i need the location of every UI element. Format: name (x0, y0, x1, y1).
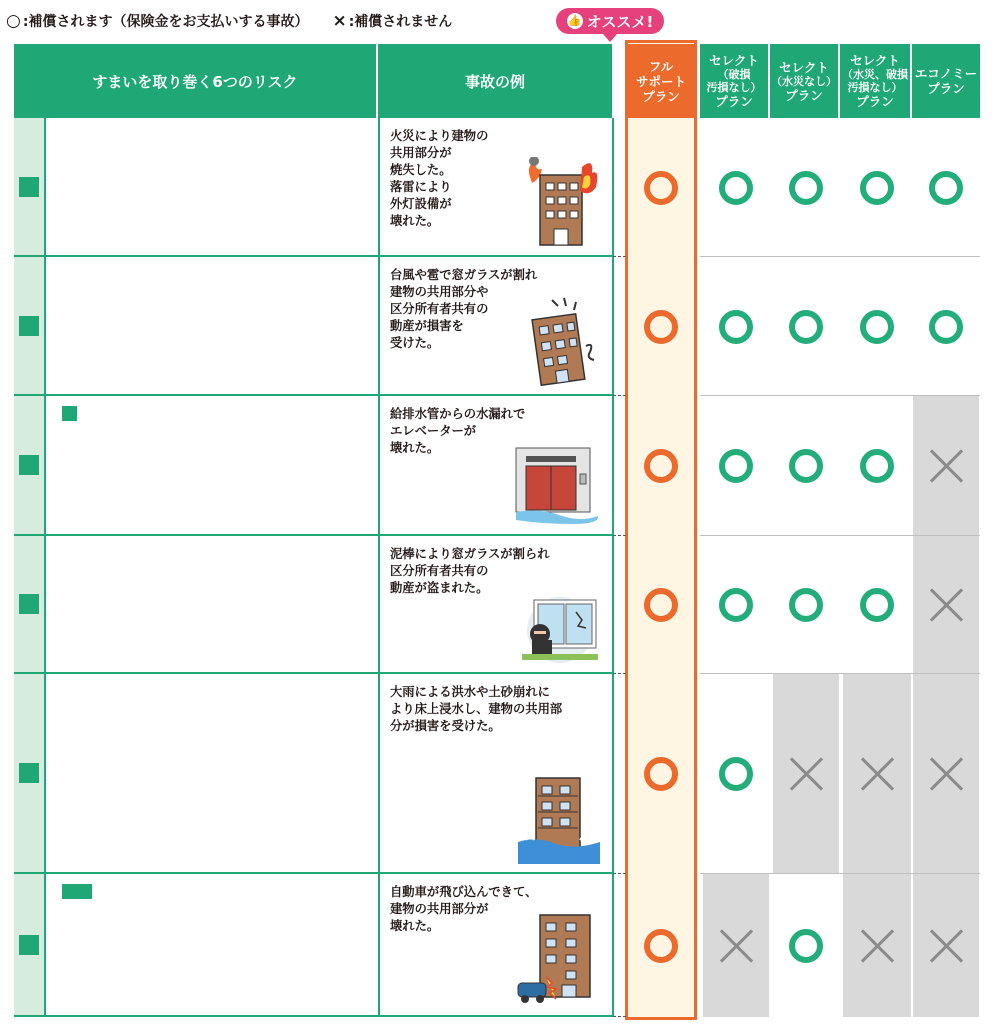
coverage-cell (843, 396, 912, 536)
coverage-cell (843, 257, 912, 396)
not-covered-cross-icon (788, 756, 824, 792)
covered-circle-icon (719, 310, 753, 344)
covered-circle-icon (644, 449, 678, 483)
risk-description (62, 406, 368, 428)
example-cell (378, 257, 614, 394)
covered-circle-icon (719, 588, 753, 622)
example-line: 壊れた。 (390, 214, 440, 228)
ok-legend-text: :補償されます（保険金をお支払いする事故） (22, 14, 309, 30)
example-line: 区分所有者共有の (390, 564, 489, 578)
not-covered-cross-icon (928, 587, 964, 623)
risk-cell (44, 118, 378, 255)
covered-circle-icon (860, 310, 894, 344)
covered-circle-icon (929, 171, 963, 205)
example-line: 大雨による洪水や土砂崩れに (390, 685, 550, 699)
risk-number-cell (14, 874, 44, 1015)
example-line: 台風や雹で窓ガラスが割れ (390, 268, 538, 282)
inline-number-badge (62, 884, 77, 899)
plan-header-line: プラン (927, 81, 965, 96)
inline-number-badge (62, 406, 77, 421)
coverage-cell (773, 536, 840, 674)
example-line: 壊れた。 (390, 441, 440, 455)
coverage-cell (843, 118, 912, 257)
coverage-cell (703, 536, 770, 674)
example-line: 動産が盗まれた。 (390, 581, 489, 595)
example-line: 給排水管からの水漏れで (390, 407, 526, 421)
plan-header-select-no-flood (770, 44, 840, 118)
example-line: 建物の共用部分が (390, 902, 489, 916)
not-covered-cross-icon (928, 928, 964, 964)
covered-circle-icon (644, 588, 678, 622)
thumbs-up-icon: 👍 (567, 14, 582, 27)
coverage-cell (628, 536, 694, 674)
plan-header-line: プラン (856, 94, 894, 109)
risk-cell (44, 874, 378, 1015)
ng-legend-text: :補償されません (348, 14, 453, 30)
example-line: 外灯設備が (390, 197, 452, 211)
coverage-cell (703, 118, 770, 257)
recommended-badge-text: オススメ! (586, 12, 654, 31)
coverage-cell (703, 257, 770, 396)
example-cell (378, 674, 614, 872)
coverage-cell (913, 536, 980, 674)
plan-header-full-support (628, 44, 694, 118)
plan-header-select-no-breakage (700, 44, 770, 118)
coverage-cell (913, 118, 980, 257)
covered-circle-icon (929, 310, 963, 344)
coverage-cell (628, 674, 694, 874)
coverage-cell (913, 257, 980, 396)
covered-circle-icon (860, 588, 894, 622)
row-divider-dashed (613, 535, 626, 536)
plan-header-line: サポート (635, 73, 686, 89)
coverage-cell (843, 674, 912, 874)
example-line: 建物の共用部分や (390, 285, 489, 299)
example-line: 分が損害を受けた。 (390, 719, 501, 733)
plan-header-line: （水災、破損 (842, 68, 908, 81)
row-divider-dashed (613, 256, 626, 257)
plan-header-line: セレクト (709, 53, 759, 68)
plan-header-economy (912, 44, 980, 118)
coverage-cell (843, 536, 912, 674)
row-divider-dashed (613, 395, 626, 396)
row-divider-dashed (613, 873, 626, 874)
covered-circle-icon (789, 310, 823, 344)
risk-number (19, 935, 39, 955)
example-column-header: 事故の例 (378, 44, 614, 118)
example-line: エレベーターが (390, 424, 477, 438)
example-cell (378, 874, 614, 1015)
risk-description (62, 884, 368, 906)
row-divider-dashed (613, 673, 626, 674)
covered-circle-icon (719, 757, 753, 791)
coverage-cell (843, 874, 912, 1017)
example-line: 泥棒により窓ガラスが割られ (390, 547, 550, 561)
example-cell (378, 396, 614, 534)
plan-header-line: 汚損なし） (706, 81, 762, 94)
not-covered-cross-icon (718, 928, 754, 964)
covered-circle-icon (644, 757, 678, 791)
covered-circle-icon (860, 449, 894, 483)
coverage-cell (773, 118, 840, 257)
example-line: 焼失した。 (390, 163, 452, 177)
coverage-cell (913, 874, 980, 1017)
example-line: 動産が損害を (390, 319, 464, 333)
plan-header-line: セレクト (779, 59, 829, 75)
plan-header-line: （破損 (717, 68, 751, 81)
covered-circle-icon (644, 929, 678, 963)
row-divider-dashed (613, 1016, 626, 1017)
coverage-cell (913, 674, 980, 874)
covered-circle-icon (644, 310, 678, 344)
coverage-cell (773, 257, 840, 396)
risk-cell (44, 536, 378, 672)
risk-number-cell (14, 536, 44, 672)
risk-number-cell (14, 257, 44, 394)
plan-header-line: フル (648, 58, 674, 74)
example-line: 区分所有者共有の (390, 302, 489, 316)
covered-circle-icon (644, 171, 678, 205)
risk-number-cell (14, 118, 44, 255)
example-line: 落雷により (390, 180, 452, 194)
coverage-cell (628, 118, 694, 257)
example-text (390, 684, 604, 735)
plan-header-line: エコノミー (914, 66, 978, 81)
example-text (390, 546, 604, 597)
legend (6, 10, 452, 32)
covered-circle-icon (789, 929, 823, 963)
coverage-cell (773, 874, 840, 1017)
risk-number (19, 316, 39, 336)
risk-cell (44, 396, 378, 534)
not-covered-cross-icon (928, 448, 964, 484)
risk-number (19, 177, 39, 197)
coverage-cell (628, 396, 694, 536)
risk-number (19, 455, 39, 475)
risk-number (19, 594, 39, 614)
example-line: 自動車が飛び込んできて、 (390, 885, 538, 899)
plan-header-line: セレクト (850, 53, 900, 68)
covered-circle-icon (719, 171, 753, 205)
coverage-cell (703, 674, 770, 874)
covered-circle-icon (789, 449, 823, 483)
example-line: 共用部分が (390, 146, 452, 160)
example-line: 受けた。 (390, 336, 440, 350)
not-covered-cross-icon (859, 928, 895, 964)
plan-header-line: プラン (715, 94, 753, 109)
risk-number-cell (14, 396, 44, 534)
plan-header-line: プラン (642, 88, 680, 104)
coverage-cell (628, 874, 694, 1017)
risk-cell (44, 257, 378, 394)
example-line: 壊れた。 (390, 919, 440, 933)
not-covered-cross-icon (859, 756, 895, 792)
plan-header-line: （水災なし） (771, 74, 837, 88)
ok-symbol: ○ (6, 11, 21, 31)
risk-number-cell (14, 674, 44, 872)
inline-number-badge (77, 884, 92, 899)
recommended-badge (556, 8, 664, 34)
plan-header-line: プラン (785, 87, 823, 103)
risk-column-header: すまいを取り巻く6つのリスク (14, 44, 378, 118)
covered-circle-icon (789, 171, 823, 205)
coverage-cell (913, 396, 980, 536)
covered-circle-icon (860, 171, 894, 205)
ng-symbol: × (332, 11, 347, 31)
example-cell (378, 536, 614, 672)
risk-cell (44, 674, 378, 872)
plan-header-line: 汚損なし） (847, 81, 903, 94)
coverage-cell (773, 396, 840, 536)
covered-circle-icon (719, 449, 753, 483)
not-covered-cross-icon (928, 756, 964, 792)
example-line: より床上浸水し、建物の共用部 (390, 702, 563, 716)
example-cell (378, 118, 614, 255)
coverage-cell (703, 396, 770, 536)
coverage-cell (773, 674, 840, 874)
risk-number (19, 763, 39, 783)
coverage-cell (703, 874, 770, 1017)
covered-circle-icon (789, 588, 823, 622)
example-line: 火災により建物の (390, 129, 489, 143)
coverage-cell (628, 257, 694, 396)
plan-header-select-no-flood-breakage (840, 44, 912, 118)
